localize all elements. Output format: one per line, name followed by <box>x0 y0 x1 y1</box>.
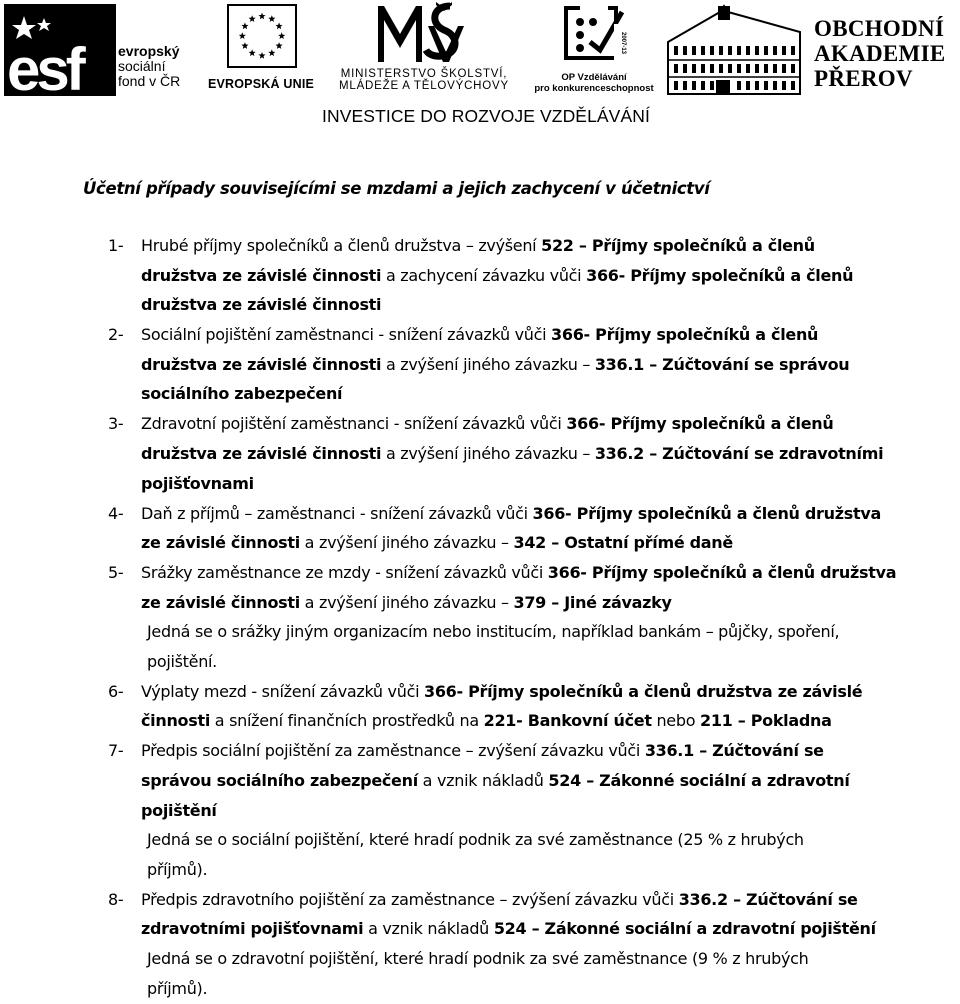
item-line <box>108 706 960 736</box>
window-icon <box>782 81 786 90</box>
item-text <box>141 350 849 380</box>
item-text <box>141 439 883 469</box>
item-line <box>108 231 960 261</box>
window-icon <box>773 46 777 55</box>
account-reference: 366- Příjmy společníků a členů družstva <box>532 503 881 523</box>
account-reference: 524 – Zákonné sociální a zdravotní <box>548 771 850 791</box>
item-note: pojištění. <box>147 651 217 671</box>
item-line <box>108 439 960 469</box>
item-note: Jedná se o srážky jiným organizacím nebo institucím, například bankám – půjčky, spoření, <box>147 622 840 642</box>
account-reference: pojišťovnami <box>141 473 254 493</box>
transaction-item <box>108 409 960 498</box>
window-icon <box>755 46 759 55</box>
window-icon <box>674 64 678 73</box>
item-line <box>108 677 960 707</box>
text-segment: a zvýšení jiného závazku – <box>381 443 595 463</box>
text-segment: a zvýšení jiného závazku – <box>299 533 514 553</box>
window-icon <box>674 46 678 55</box>
account-reference: 336.1 – Zúčtování se <box>644 741 824 761</box>
esf-mark-icon <box>4 4 116 96</box>
op-years-label: 2007-13 <box>620 32 626 55</box>
item-line <box>108 885 960 915</box>
text-segment: Předpis sociální pojištění za zaměstnance – zvýšení závazku vůči <box>141 741 645 761</box>
item-text <box>141 796 217 826</box>
item-text <box>141 588 672 618</box>
window-icon <box>692 64 696 73</box>
op-logo <box>532 2 656 100</box>
account-reference: činnosti <box>141 711 210 731</box>
window-icon <box>773 64 777 73</box>
transaction-item <box>108 677 960 737</box>
eu-star-icon <box>258 13 265 20</box>
account-reference: 221- Bankovní účet <box>483 711 652 731</box>
eu-star-icon <box>278 32 285 39</box>
window-icon <box>692 81 696 90</box>
window-icon <box>764 46 768 55</box>
window-icon <box>674 81 678 90</box>
item-text <box>141 914 876 944</box>
transaction-item <box>108 558 960 677</box>
school-building-icon <box>664 2 804 98</box>
text-segment: nebo <box>651 711 700 731</box>
eu-star-icon <box>241 22 248 29</box>
account-reference: 366- Příjmy společníků a členů <box>566 414 834 434</box>
window-icon <box>728 64 732 73</box>
eu-star-icon <box>275 22 282 29</box>
eu-star-icon <box>239 32 246 39</box>
item-number: 1- <box>108 236 124 255</box>
window-icon <box>719 64 723 73</box>
account-reference: 366- Příjmy společníků a členů družstva ze závislé <box>424 681 863 701</box>
msmt-logo <box>326 2 522 102</box>
item-text <box>141 469 254 499</box>
item-text <box>141 736 824 766</box>
window-icon <box>737 81 741 90</box>
window-icon <box>683 46 687 55</box>
account-reference: 524 – Zákonné sociální a zdravotní pojištění <box>493 919 876 939</box>
window-icon <box>710 81 714 90</box>
op-mark-icon <box>560 2 630 70</box>
window-icon <box>701 64 705 73</box>
item-number: 6- <box>108 681 124 701</box>
item-text <box>141 409 833 439</box>
investice-tagline: INVESTICE DO ROZVOJE VZDĚLÁVÁNÍ <box>322 106 650 126</box>
eu-label: EVROPSKÁ UNIE <box>207 77 315 91</box>
text-segment: Zdravotní pojištění zaměstnanci - snížení závazků vůči <box>141 414 567 434</box>
item-line <box>108 796 960 826</box>
item-text <box>141 261 853 291</box>
window-icon <box>683 81 687 90</box>
item-note: příjmů). <box>147 978 208 998</box>
window-icon <box>791 64 795 73</box>
text-segment: a zachycení závazku vůči <box>381 265 587 285</box>
window-icon <box>710 64 714 73</box>
account-reference: 336.1 – Zúčtování se správou <box>594 354 850 374</box>
item-line <box>108 914 960 944</box>
item-line <box>108 766 960 796</box>
window-icon <box>782 46 786 55</box>
eu-star-icon <box>275 42 282 49</box>
item-line <box>108 409 960 439</box>
item-line <box>108 350 960 380</box>
text-segment: Srážky zaměstnance ze mzdy - snížení závazků vůči <box>141 563 548 583</box>
window-icon <box>692 46 696 55</box>
item-line <box>108 736 960 766</box>
item-line <box>108 290 960 320</box>
window-icon <box>755 64 759 73</box>
item-line <box>108 320 960 350</box>
item-line <box>108 469 960 499</box>
item-line <box>108 528 960 558</box>
text-segment: Sociální pojištění zaměstnanci - snížení závazků vůči <box>141 325 552 345</box>
item-number: 3- <box>108 414 124 434</box>
window-icon <box>764 64 768 73</box>
transaction-item <box>108 320 960 409</box>
eu-star-icon <box>268 49 275 56</box>
window-icon <box>701 81 705 90</box>
account-reference: 336.2 – Zúčtování se <box>678 889 858 909</box>
transaction-item <box>108 885 960 1004</box>
account-reference: 366- Příjmy společníků a členů <box>551 325 819 345</box>
page-title: Účetní případy souvisejícími se mzdami a jejich zachycení v účetnictví <box>83 179 710 198</box>
account-reference: ze závislé činnosti <box>141 533 300 553</box>
text-segment: Daň z příjmů – zaměstnanci - snížení závazků vůči <box>141 503 533 523</box>
text-segment: Předpis zdravotního pojištění za zaměstnance – zvýšení závazku vůči <box>141 889 679 909</box>
esf-logo <box>4 4 194 96</box>
item-text <box>141 706 832 736</box>
account-reference: ze závislé činnosti <box>141 592 300 612</box>
window-icon <box>737 64 741 73</box>
school-name-logo: OBCHODNÍ AKADEMIE PŘEROV <box>814 16 946 91</box>
item-number: 2- <box>108 325 124 345</box>
header-logos <box>0 0 960 140</box>
transaction-item <box>108 499 960 559</box>
window-icon <box>764 81 768 90</box>
account-reference: správou sociálního zabezpečení <box>141 771 418 791</box>
op-label: OP Vzdělávání pro konkurenceschopnost <box>534 72 654 94</box>
window-icon <box>701 46 705 55</box>
item-text <box>141 320 818 350</box>
account-reference: 211 – Pokladna <box>699 711 832 731</box>
window-icon <box>746 64 750 73</box>
account-reference: družstva ze závislé činnosti <box>141 295 382 315</box>
item-line <box>108 379 960 409</box>
item-number: 8- <box>108 889 124 909</box>
text-segment: a zvýšení jiného závazku – <box>381 354 595 374</box>
item-text <box>141 499 881 529</box>
item-number: 7- <box>108 741 124 761</box>
account-reference: 366- Příjmy společníků a členů družstva <box>547 563 897 583</box>
window-icon <box>791 46 795 55</box>
account-reference: 336.2 – Zúčtování se zdravotními <box>594 443 884 463</box>
account-reference: zdravotními pojišťovnami <box>141 919 364 939</box>
transaction-list <box>108 231 960 1004</box>
window-icon <box>683 64 687 73</box>
text-segment: Hrubé příjmy společníků a členů družstva – zvýšení <box>141 236 542 255</box>
account-reference: pojištění <box>141 800 217 820</box>
item-line <box>108 499 960 529</box>
item-note: Jedná se o sociální pojištění, které hradí podnik za své zaměstnance (25 % z hrubých <box>147 830 804 850</box>
item-text <box>141 558 896 588</box>
text-segment: a vznik nákladů <box>417 771 549 791</box>
window-icon <box>755 81 759 90</box>
account-reference: sociálního zabezpečení <box>141 384 343 404</box>
eu-star-icon <box>249 49 256 56</box>
item-number: 4- <box>108 503 124 523</box>
window-icon <box>746 81 750 90</box>
item-text <box>141 766 850 796</box>
svg-text:esf: esf <box>7 36 82 96</box>
transaction-item <box>108 231 960 320</box>
item-line <box>108 261 960 291</box>
text-segment: a vznik nákladů <box>363 919 494 939</box>
window-icon <box>782 64 786 73</box>
window-icon <box>773 81 777 90</box>
item-number: 5- <box>108 563 124 583</box>
eu-star-icon <box>258 52 265 59</box>
esf-wordmark: evropský sociální fond v ČR <box>118 43 181 89</box>
msmt-mark-icon <box>372 2 476 66</box>
eu-star-icon <box>268 15 275 22</box>
item-text <box>141 528 733 558</box>
item-text <box>141 231 815 261</box>
eu-logo <box>205 4 317 98</box>
account-reference: 342 – Ostatní přímé daně <box>513 533 733 553</box>
window-icon <box>737 46 741 55</box>
eu-flag-icon <box>227 4 297 68</box>
account-reference: družstva ze závislé činnosti <box>141 265 382 285</box>
eu-star-icon <box>249 15 256 22</box>
item-text <box>141 677 862 707</box>
account-reference: družstva ze závislé činnosti <box>141 354 382 374</box>
account-reference: 366- Příjmy společníků a členů <box>586 265 854 285</box>
msmt-label: MINISTERSTVO ŠKOLSTVÍ, MLÁDEŽE A TĚLOVÝCHOVY <box>339 68 509 92</box>
account-reference: družstva ze závislé činnosti <box>141 443 382 463</box>
window-icon <box>746 46 750 55</box>
window-icon <box>719 46 723 55</box>
item-note: Jedná se o zdravotní pojištění, které hradí podnik za své zaměstnance (9 % z hrubých <box>147 948 809 968</box>
item-line <box>108 588 960 618</box>
eu-star-icon <box>241 42 248 49</box>
item-text <box>141 379 342 409</box>
text-segment: a zvýšení jiného závazku – <box>299 592 514 612</box>
window-icon <box>710 46 714 55</box>
transaction-item <box>108 736 960 884</box>
window-icon <box>728 46 732 55</box>
item-note: příjmů). <box>147 859 208 879</box>
window-icon <box>791 81 795 90</box>
item-line <box>108 558 960 588</box>
account-reference: 379 – Jiné závazky <box>513 592 672 612</box>
item-text <box>141 885 858 915</box>
account-reference: 522 – Příjmy společníků a členů <box>541 236 815 255</box>
item-text <box>141 290 381 320</box>
text-segment: Výplaty mezd - snížení závazků vůči <box>141 681 424 701</box>
text-segment: a snížení finančních prostředků na <box>210 711 484 731</box>
